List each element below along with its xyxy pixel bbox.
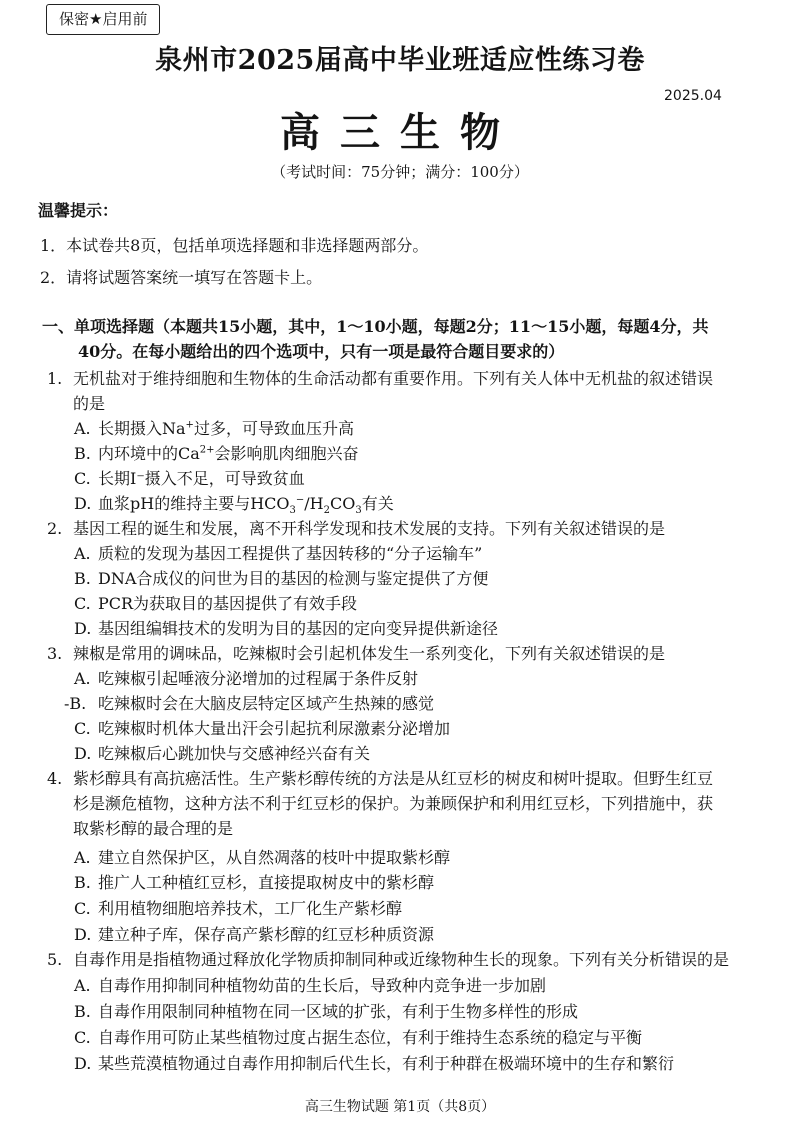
question-2-stem: 2. 基因工程的诞生和发展，离不开科学发现和技术发展的支持。下列有关叙述错误的是 bbox=[47, 516, 787, 541]
question-4-option-d: D. 建立种子库，保存高产紫杉醇的红豆杉种质资源 bbox=[74, 925, 435, 944]
question-3-option-c: C. 吃辣椒时机体大量出汗会引起抗利尿激素分泌增加 bbox=[74, 719, 451, 738]
page-footer: 高三生物试题 第1页（共8页） bbox=[304, 1099, 496, 1115]
question-1-option-a: A. 长期摄入Na+过多，可导致血压升高 bbox=[74, 419, 354, 438]
tips-heading: 温馨提示： bbox=[38, 201, 119, 220]
question-2-option-d: D. 基因组编辑技术的发明为目的基因的定向变异提供新途径 bbox=[74, 619, 499, 638]
question-1-option-b: B. 内环境中的$Ca^{2+}$会影响肌肉细胞兴奋 bbox=[74, 444, 359, 463]
tip-item: 2．请将试题答案统一填写在答题卡上。 bbox=[40, 268, 323, 287]
question-5-stem: 5. 自毒作用是指植物通过释放化学物质抑制同种或近缘物种生长的现象。下列有关分析错误的是 bbox=[47, 947, 787, 972]
question-number: 5. bbox=[47, 950, 63, 969]
question-5-option-c: C. 自毒作用可防止某些植物过度占据生态位，有利于维持生态系统的稳定与平衡 bbox=[74, 1028, 643, 1047]
exam-info: （考试时间：75分钟；满分：100分） bbox=[271, 163, 529, 181]
question-3-option-b: -B. 吃辣椒时会在大脑皮层特定区域产生热辣的感觉 bbox=[64, 694, 435, 713]
question-1-option-d: D. 血浆pH的维持主要与$HCO_3^-/H_2CO_3$有关 bbox=[74, 494, 394, 517]
question-3-option-d: D. 吃辣椒后心跳加快与交感神经兴奋有关 bbox=[74, 744, 371, 763]
question-number: 4. bbox=[47, 769, 63, 788]
exam-date: 2025.04 bbox=[664, 88, 722, 104]
subject-title: 高三生物 bbox=[280, 109, 520, 156]
question-2-option-c: C. PCR为获取目的基因提供了有效手段 bbox=[74, 594, 358, 613]
question-3-option-a: A. 吃辣椒引起唾液分泌增加的过程属于条件反射 bbox=[74, 669, 419, 688]
question-1-stem: 1. 无机盐对于维持细胞和生物体的生命活动都有重要作用。下列有关人体中无机盐的叙述错误 的是 bbox=[47, 366, 787, 416]
question-number: 3. bbox=[47, 644, 63, 663]
question-4-option-b: B. 推广人工种植红豆杉，直接提取树皮中的紫杉醇 bbox=[74, 873, 435, 892]
section-heading-line1: 一、单项选择题（本题共15小题，其中，1～10小题，每题2分；11～15小题，每题4分，共 bbox=[42, 317, 709, 336]
question-number: 2. bbox=[47, 519, 63, 538]
section-heading bbox=[42, 314, 782, 364]
question-5-option-a: A. 自毒作用抑制同种植物幼苗的生长后，导致种内竞争进一步加剧 bbox=[74, 976, 547, 995]
confidential-stamp: 保密★启用前 bbox=[46, 4, 160, 35]
question-2-option-a: A. 质粒的发现为基因工程提供了基因转移的“分子运输车” bbox=[74, 544, 483, 563]
exam-title: 泉州市2025届高中毕业班适应性练习卷 bbox=[155, 45, 645, 76]
question-4-option-a: A. 建立自然保护区，从自然凋落的枝叶中提取紫杉醇 bbox=[74, 848, 451, 867]
question-1-option-c: C. 长期I⁻摄入不足，可导致贫血 bbox=[74, 469, 305, 488]
question-4-option-c: C. 利用植物细胞培养技术，工厂化生产紫杉醇 bbox=[74, 899, 403, 918]
tip-item: 1．本试卷共8页，包括单项选择题和非选择题两部分。 bbox=[40, 236, 429, 255]
question-4-stem: 4. 紫杉醇具有高抗癌活性。生产紫杉醇传统的方法是从红豆杉的树皮和树叶提取。但野生红豆 杉是濒危植物，这种方法不利于红豆杉的保护。为兼顾保护和利用红豆杉，下列措施中，获 取紫杉醇的最合理的是 bbox=[47, 766, 787, 841]
question-2-option-b: B. DNA合成仪的问世为目的基因的检测与鉴定提供了方便 bbox=[74, 569, 489, 588]
question-5-option-b: B. 自毒作用限制同种植物在同一区域的扩张，有利于生物多样性的形成 bbox=[74, 1002, 579, 1021]
question-number: 1. bbox=[47, 369, 63, 388]
question-3-stem: 3. 辣椒是常用的调味品，吃辣椒时会引起机体发生一系列变化，下列有关叙述错误的是 bbox=[47, 641, 787, 666]
question-5-option-d: D. 某些荒漠植物通过自毒作用抑制后代生长，有利于种群在极端环境中的生存和繁衍 bbox=[74, 1054, 675, 1073]
section-heading-line2: 40分。在每小题给出的四个选项中，只有一项是最符合题目要求的） bbox=[78, 342, 565, 361]
